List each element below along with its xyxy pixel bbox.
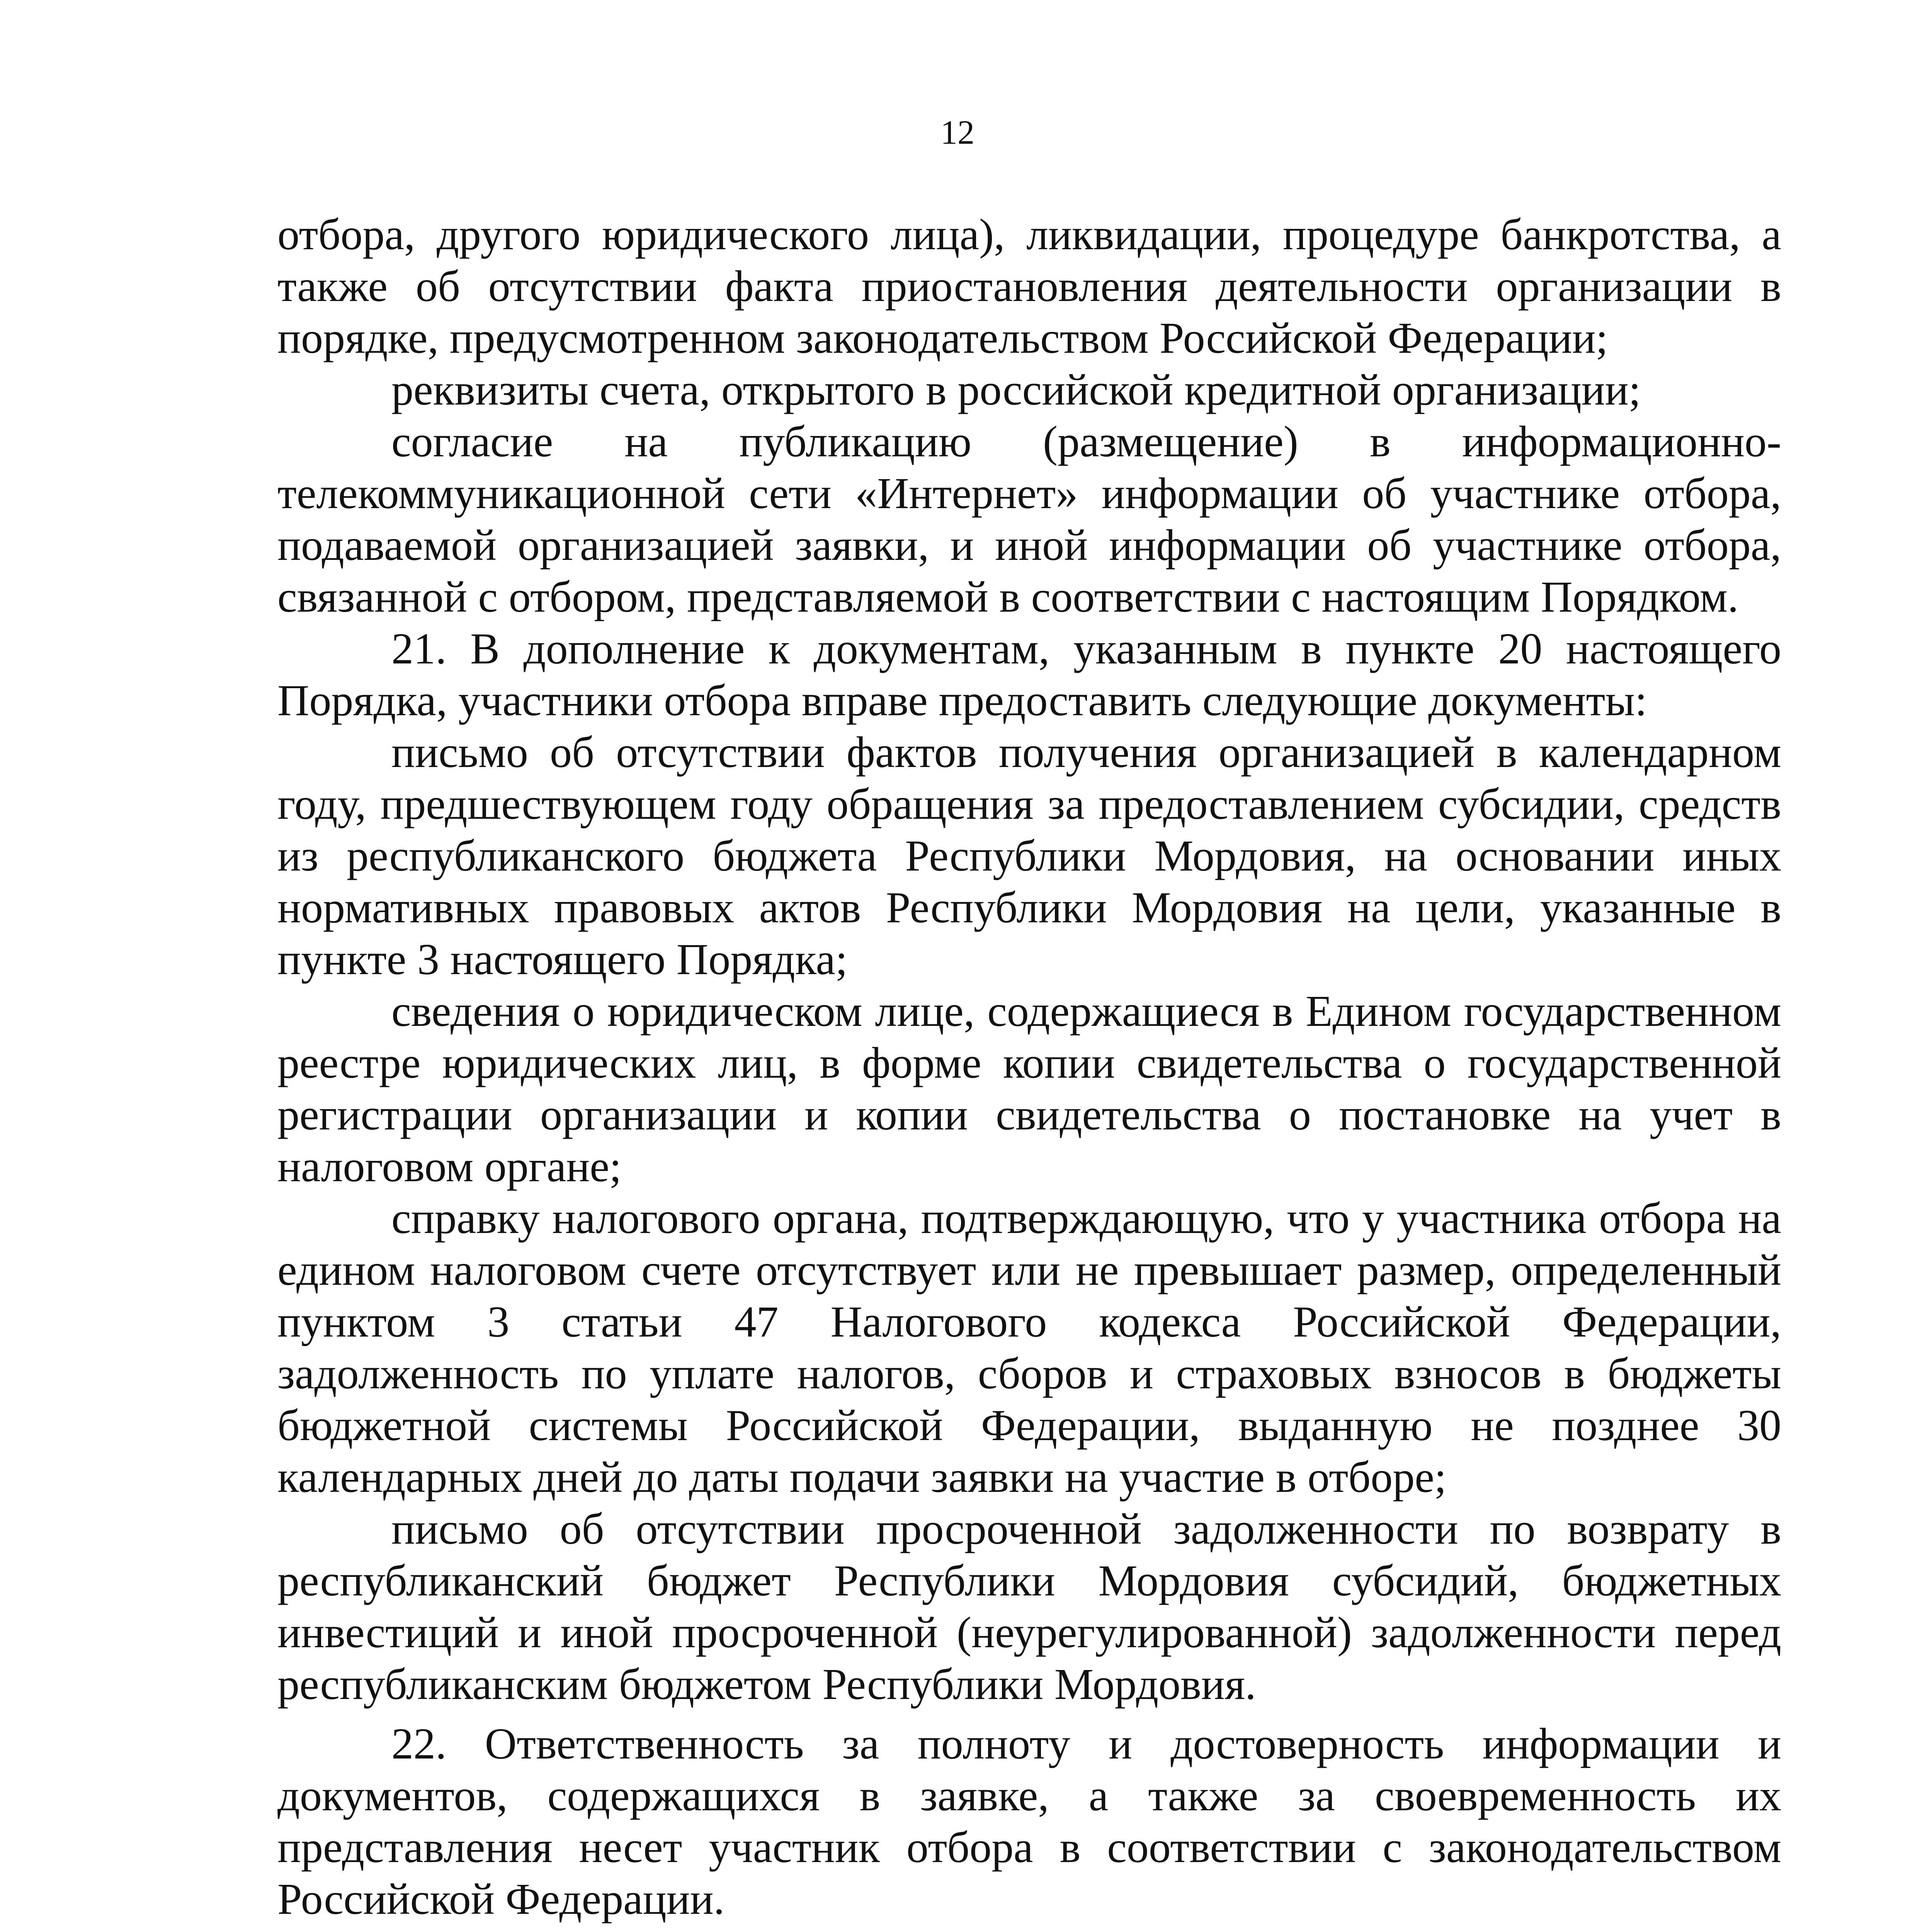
paragraph-item-21: 21. В дополнение к документам, указанным в пункте 20 настоящего Порядка, участники отбора вправе предоставить следующие документы: — [277, 624, 1781, 725]
paragraph-continuation: отбора, другого юридического лица), ликвидации, процедуре банкротства, а также об отсутствии факта приостановления деятельности организации в порядке, предусмотренном законодательством Российской Федерации; — [277, 210, 1781, 362]
paragraph-egrul-info: сведения о юридическом лице, содержащиеся в Едином государственном реестре юридических лиц, в форме копии свидетельства о государственной регистрации организации и копии свидетельства о постановке на учет в налоговом органе; — [277, 986, 1781, 1191]
document-body — [277, 209, 1781, 1932]
page-number: 12 — [940, 114, 975, 151]
paragraph-letter-no-debt: письмо об отсутствии просроченной задолженности по возврату в республиканский бюджет Республики Мордовия субсидий, бюджетных инвестиций и иной просроченной (неурегулированной) задолженности перед республиканским бюджетом Республики Мордовия. — [277, 1504, 1781, 1709]
paragraph-tax-certificate: справку налогового органа, подтверждающую, что у участника отбора на едином налоговом счете отсутствует или не превышает размер, определенный пунктом 3 статьи 47 Налогового кодекса Российской Федерации, задолженность по уплате налогов, сборов и страховых взносов в бюджеты бюджетной системы Российской Федерации, выданную не позднее 30 календарных дней до даты подачи заявки на участие в отборе; — [277, 1194, 1781, 1502]
paragraph-letter-no-funds: письмо об отсутствии фактов получения организацией в календарном году, предшествующем году обращения за предоставлением субсидии, средств из республиканского бюджета Республики Мордовия, на основании иных нормативных правовых актов Республики Мордовия на цели, указанные в пункте 3 настоящего Порядка; — [277, 728, 1781, 984]
paragraph-item-22: 22. Ответственность за полноту и достоверность информации и документов, содержащихся в заявке, а также за своевременность их представления несет участник отбора в соответствии с законодательством Российской Федерации. — [277, 1719, 1781, 1923]
paragraph-account-details: реквизиты счета, открытого в российской кредитной организации; — [391, 365, 1641, 414]
paragraph-publication-consent: согласие на публикацию (размещение) в информационно-телекоммуникационной сети «Интернет» информации об участнике отбора, подаваемой организацией заявки, и иной информации об участнике отбора, связанной с отбором, представляемой в соответствии с настоящим Порядком. — [277, 417, 1781, 621]
